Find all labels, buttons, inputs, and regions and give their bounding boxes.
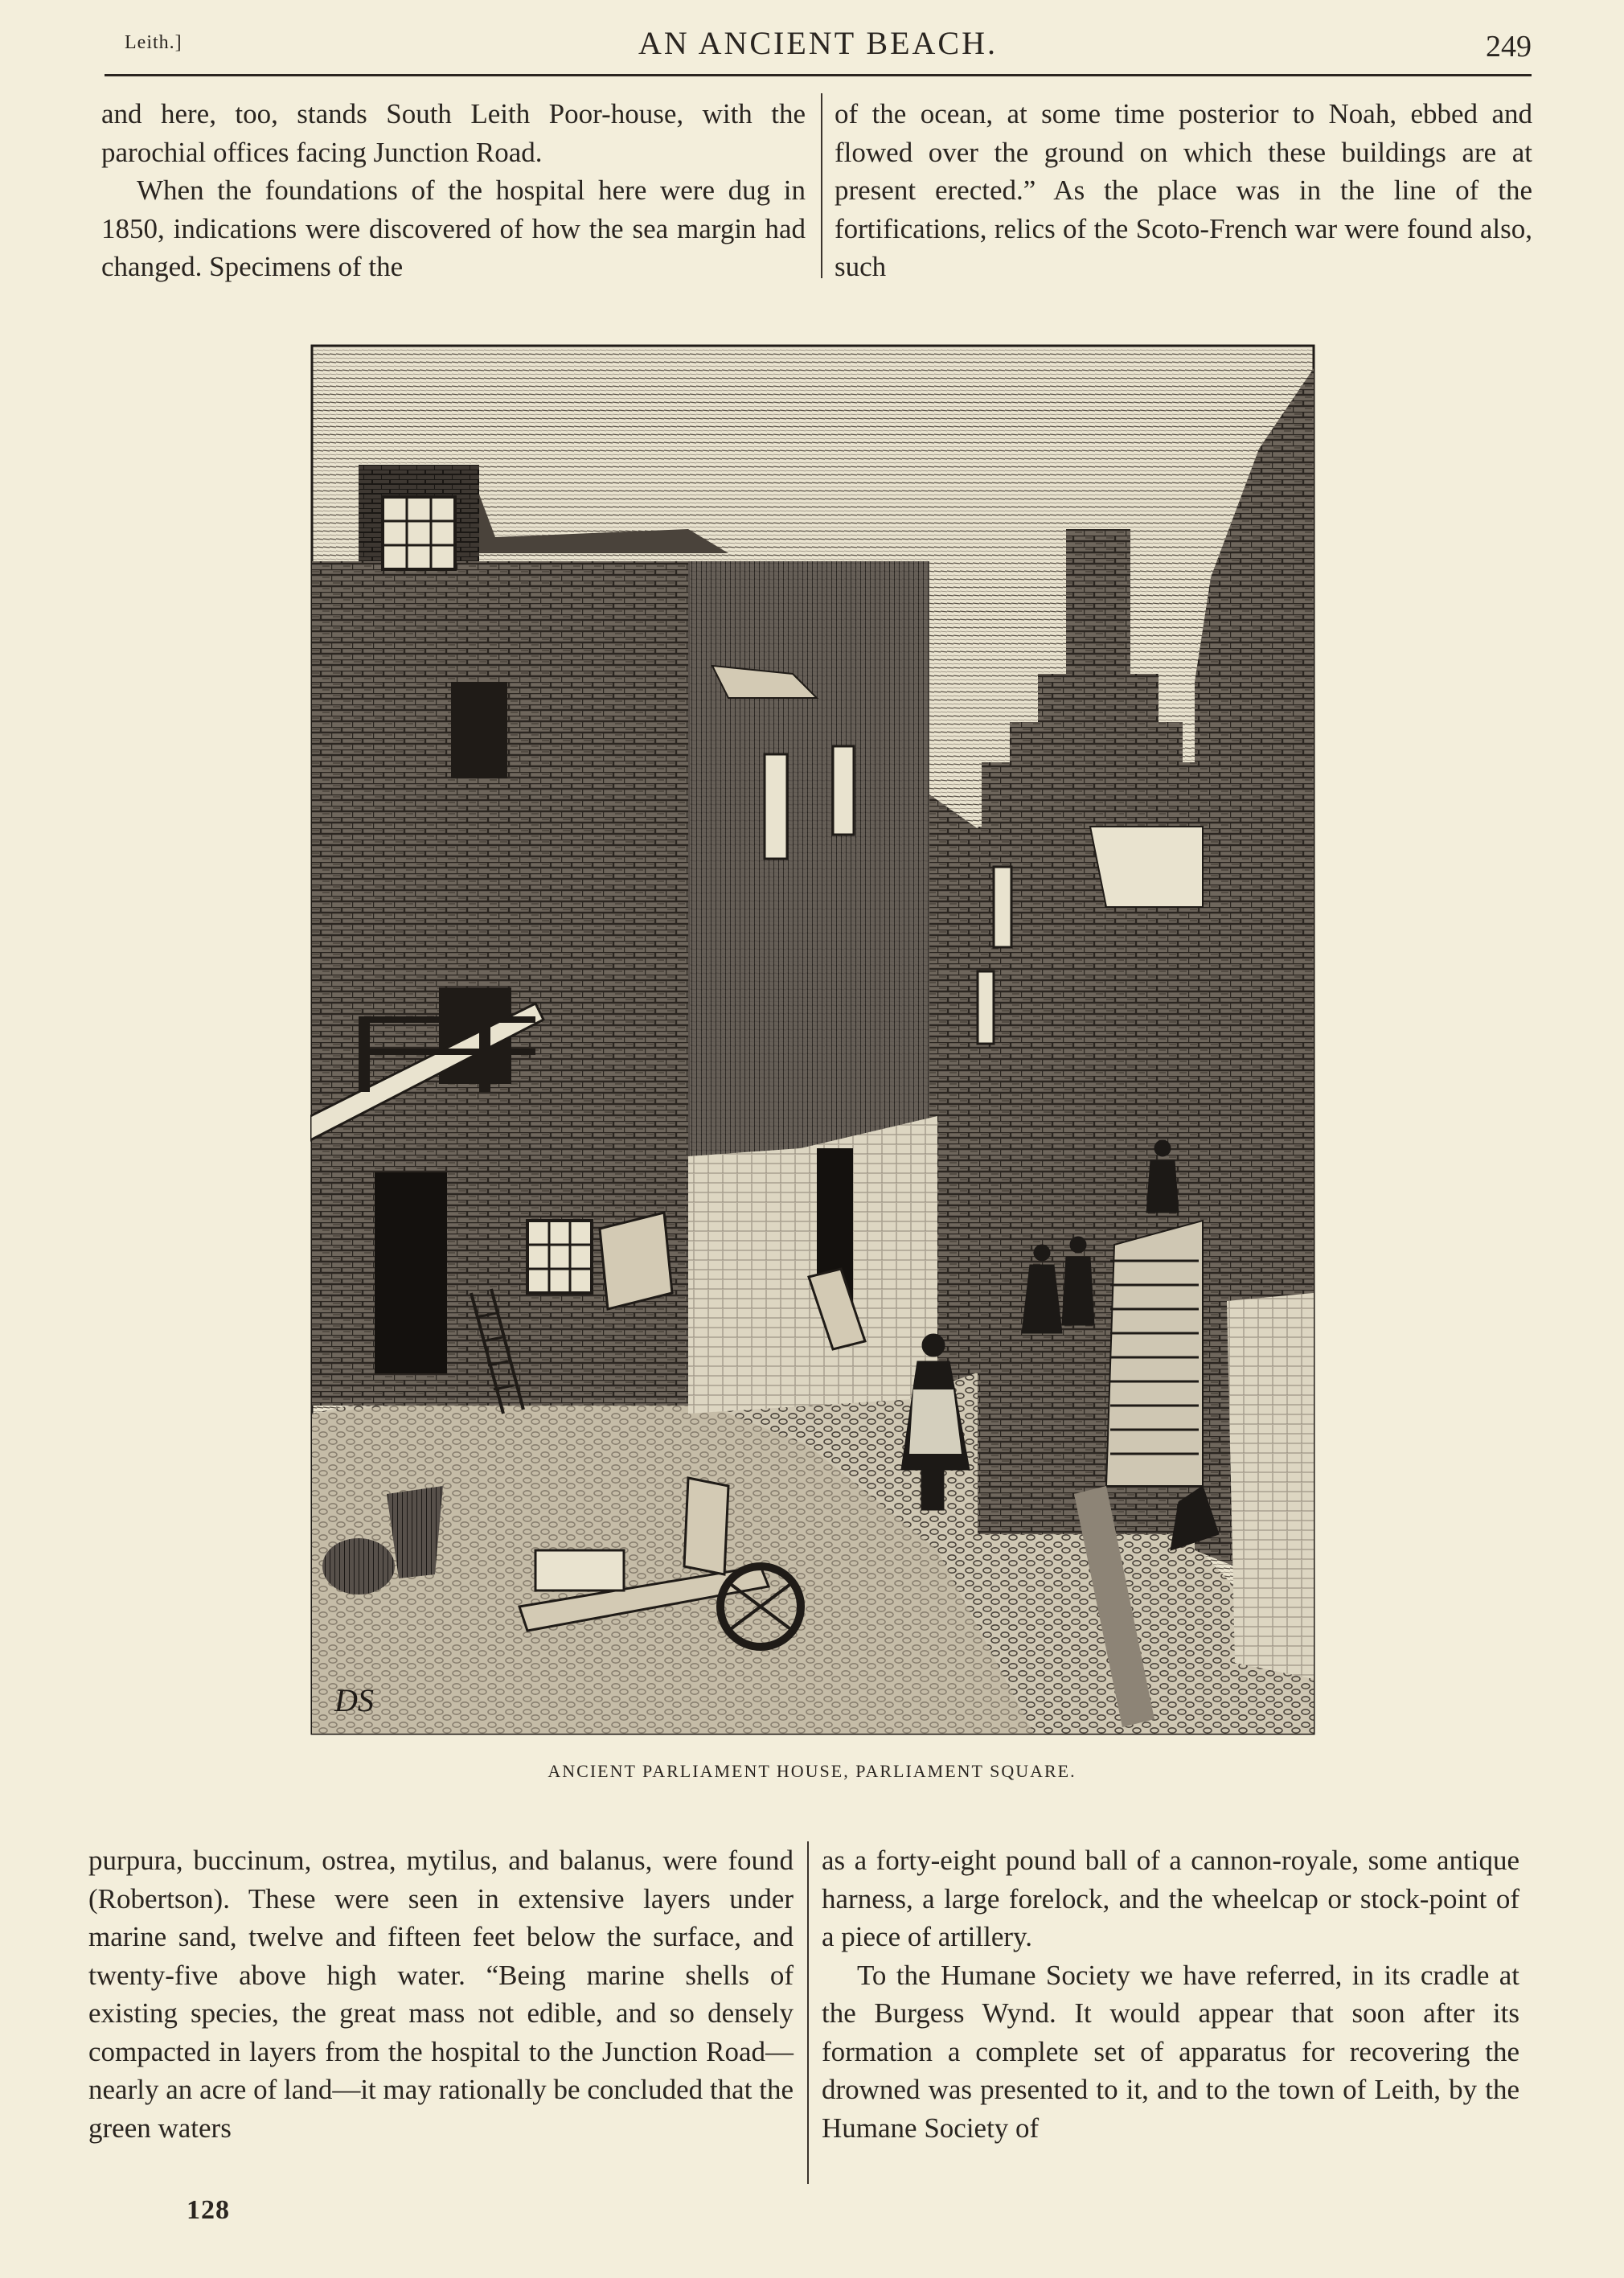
- paragraph: To the Humane Society we have referred, in its cradle at the Burgess Wynd. It would appear that soon after its formation a complete set of apparatus for recovering the drowned was presented to it, and to the town of Leith, by the Humane Society of: [822, 1959, 1519, 2144]
- top-right-column: [835, 95, 1532, 286]
- column-divider: [821, 93, 822, 278]
- paragraph: purpura, buccinum, ostrea, mytilus, and balanus, were found (Robertson). These were seen in extensive layers under marine sand, twelve and fifteen feet below the surface, and twenty-five above high water. “Being marine shells of existing species, the great mass not edible, and so densely compacted in layers from the hospital to the Junction Road—nearly an acre of land—it may rationally be concluded that the green waters: [88, 1845, 794, 2144]
- section-label: Leith.]: [125, 32, 182, 53]
- top-left-column: [101, 95, 806, 286]
- paragraph: as a forty-eight pound ball of a cannon-royale, some antique harness, a large forelock, and the wheelcap or stock-point of a piece of artillery.: [822, 1845, 1519, 1952]
- paragraph: of the ocean, at some time posterior to Noah, ebbed and flowed over the ground on which these buildings are at present erected.” As the place was in the line of the fortifications, relics of the Scoto-French war were found also, such: [835, 98, 1532, 282]
- engraving-illustration: [310, 344, 1315, 1735]
- artist-signature: DS: [334, 1682, 374, 1718]
- page-number: 249: [1486, 30, 1532, 64]
- paragraph: and here, too, stands South Leith Poor-house, with the parochial offices facing Junction Road.: [101, 98, 806, 168]
- header-rule: [105, 74, 1532, 76]
- bottom-left-column: [88, 1841, 794, 2147]
- bottom-right-column: [822, 1841, 1519, 2147]
- page-title: AN ANCIENT BEACH.: [638, 25, 998, 61]
- paragraph: When the foundations of the hospital here were dug in 1850, indications were discovered of how the sea margin had changed. Specimens of the: [101, 174, 806, 282]
- illustration-caption: ANCIENT PARLIAMENT HOUSE, PARLIAMENT SQUARE.: [547, 1761, 1077, 1781]
- column-divider: [807, 1841, 809, 2184]
- signature-mark: 128: [187, 2195, 230, 2225]
- engraving-drawing: [310, 344, 1315, 1735]
- running-head: [105, 24, 1532, 72]
